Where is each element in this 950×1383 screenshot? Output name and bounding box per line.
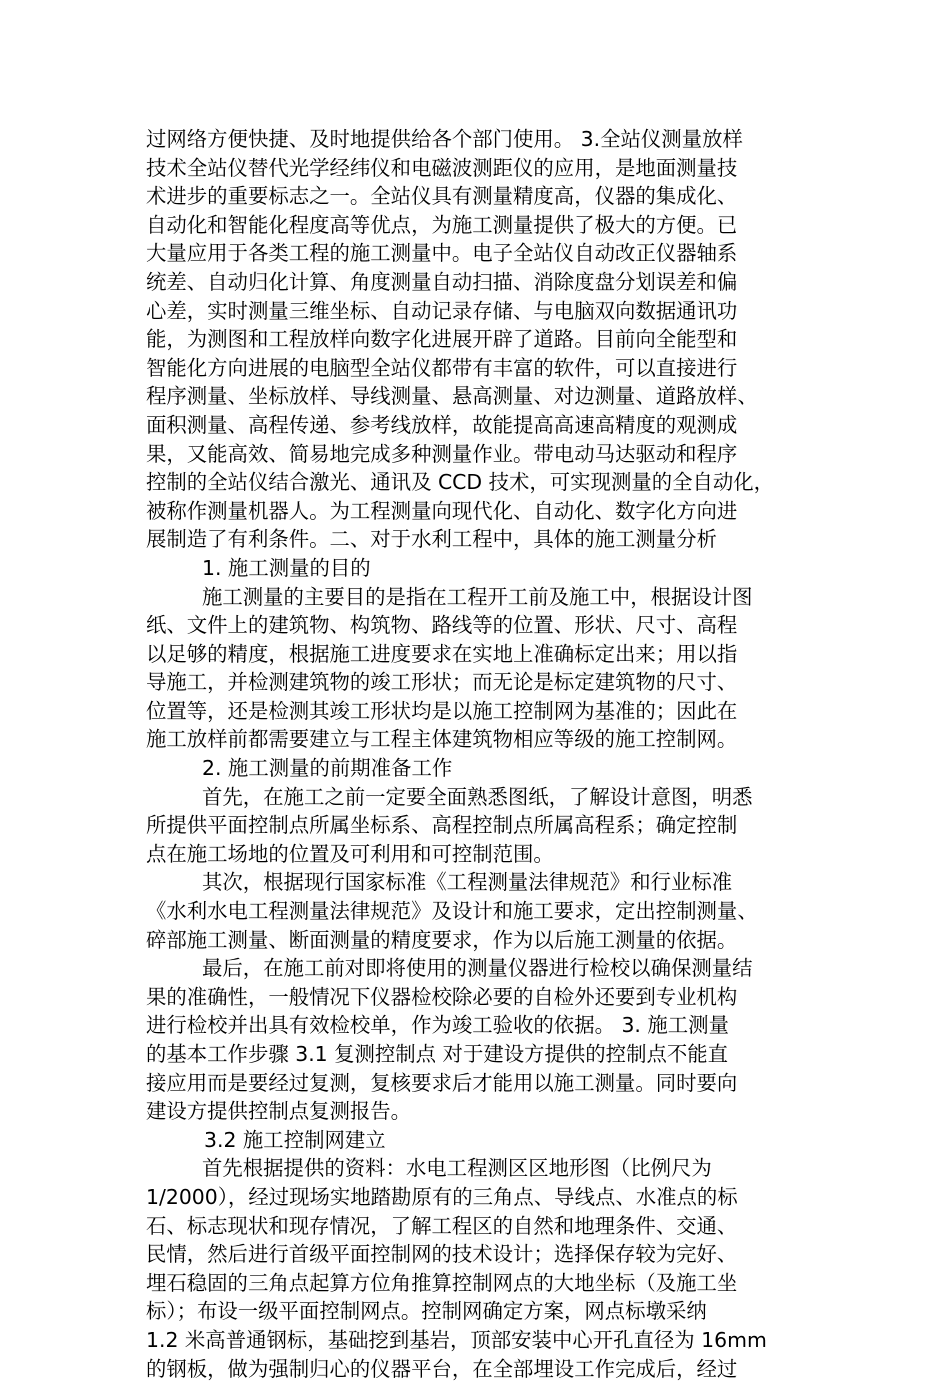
text-line: 进行检校并出具有效检校单，作为竣工验收的依据。 3. 施工测量 [146, 1013, 729, 1038]
text-line: 被称作测量机器人。为工程测量向现代化、自动化、数字化方向进 [146, 498, 738, 523]
text-line: 统差、自动归化计算、角度测量自动扫描、消除度盘分划误差和偏 [146, 269, 738, 294]
text-line: 1/2000），经过现场实地踏勘原有的三角点、导线点、水准点的标 [146, 1184, 738, 1209]
text-line: 能，为测图和工程放样向数字化进展开辟了道路。目前向全能型和 [146, 327, 738, 352]
text-line: 智能化方向进展的电脑型全站仪都带有丰富的软件，可以直接进行 [146, 355, 738, 380]
paragraph-start-line: 最后，在施工前对即将使用的测量仪器进行检校以确保测量结 [202, 956, 753, 981]
text-line: 施工放样前都需要建立与工程主体建筑物相应等级的施工控制网。 [146, 727, 738, 752]
text-line: 心差，实时测量三维坐标、自动记录存储、与电脑双向数据通讯功 [146, 298, 738, 323]
text-line: 过网络方便快捷、及时地提供给各个部门使用。 3.全站仪测量放样 [146, 127, 743, 151]
section-heading: 1. 施工测量的目的 [202, 555, 371, 580]
text-line: 果，又能高效、简易地完成多种测量作业。带电动马达驱动和程序 [146, 441, 738, 466]
text-line: 民情，然后进行首级平面控制网的技术设计；选择保存较为完好、 [146, 1242, 738, 1267]
text-line: 埋石稳固的三角点起算方位角推算控制网点的大地坐标（及施工坐 [146, 1270, 738, 1295]
section-heading: 2. 施工测量的前期准备工作 [202, 756, 453, 781]
paragraph-start-line: 首先根据提供的资料：水电工程测区区地形图（比例尺为 [202, 1156, 712, 1181]
text-line: 接应用而是要经过复测，复核要求后才能用以施工测量。同时要向 [146, 1070, 738, 1095]
paragraph-start-line: 施工测量的主要目的是指在工程开工前及施工中，根据设计图 [202, 584, 753, 609]
text-line: 《水利水电工程测量法律规范》及设计和施工要求，定出控制测量、 [146, 899, 758, 924]
text-line: 石、标志现状和现存情况，了解工程区的自然和地理条件、交通、 [146, 1213, 738, 1238]
text-line: 点在施工场地的位置及可利用和可控制范围。 [146, 841, 554, 866]
section-heading: 3.2 施工控制网建立 [204, 1127, 386, 1152]
text-line: 技术全站仪替代光学经纬仪和电磁波测距仪的应用，是地面测量技 [146, 155, 738, 180]
text-line: 的钢板，做为强制归心的仪器平台，在全部埋设工作完成后，经过 [146, 1356, 738, 1381]
paragraph-start-line: 首先，在施工之前一定要全面熟悉图纸，了解设计意图，明悉 [202, 784, 753, 809]
text-line: 位置等，还是检测其竣工形状均是以施工控制网为基准的；因此在 [146, 698, 738, 723]
text-line: 自动化和智能化程度高等优点，为施工测量提供了极大的方便。已 [146, 212, 738, 237]
text-line: 纸、文件上的建筑物、构筑物、路线等的位置、形状、尺寸、高程 [146, 613, 738, 638]
text-line: 碎部施工测量、断面测量的精度要求，作为以后施工测量的依据。 [146, 927, 738, 952]
text-line: 1.2 米高普通钢标，基础挖到基岩，顶部安装中心开孔直径为 16mm [146, 1327, 767, 1352]
text-line: 展制造了有利条件。二、对于水利工程中，具体的施工测量分析 [146, 527, 717, 552]
text-line: 所提供平面控制点所属坐标系、高程控制点所属高程系；确定控制 [146, 813, 738, 838]
text-line: 大量应用于各类工程的施工测量中。电子全站仪自动改正仪器轴系 [146, 241, 738, 266]
text-line: 果的准确性，一般情况下仪器检校除必要的自检外还要到专业机构 [146, 984, 738, 1009]
text-line: 以足够的精度，根据施工进度要求在实地上准确标定出来；用以指 [146, 641, 738, 666]
text-line: 标）；布设一级平面控制网点。控制网确定方案，网点标墩采纳 [146, 1299, 707, 1324]
text-line: 面积测量、高程传递、参考线放样，故能提高高速高精度的观测成 [146, 412, 738, 437]
paragraph-start-line: 其次，根据现行国家标准《工程测量法律规范》和行业标准 [202, 870, 733, 895]
text-line: 程序测量、坐标放样、导线测量、悬高测量、对边测量、道路放样、 [146, 384, 758, 409]
text-line: 导施工，并检测建筑物的竣工形状；而无论是标定建筑物的尺寸、 [146, 670, 738, 695]
text-line: 术进步的重要标志之一。全站仪具有测量精度高，仪器的集成化、 [146, 184, 738, 209]
document-body [146, 125, 806, 1383]
text-line: 控制的全站仪结合激光、通讯及 CCD 技术，可实现测量的全自动化， [146, 470, 775, 495]
text-line: 的基本工作步骤 3.1 复测控制点 对于建设方提供的控制点不能直 [146, 1042, 729, 1066]
text-line: 建设方提供控制点复测报告。 [146, 1099, 412, 1124]
